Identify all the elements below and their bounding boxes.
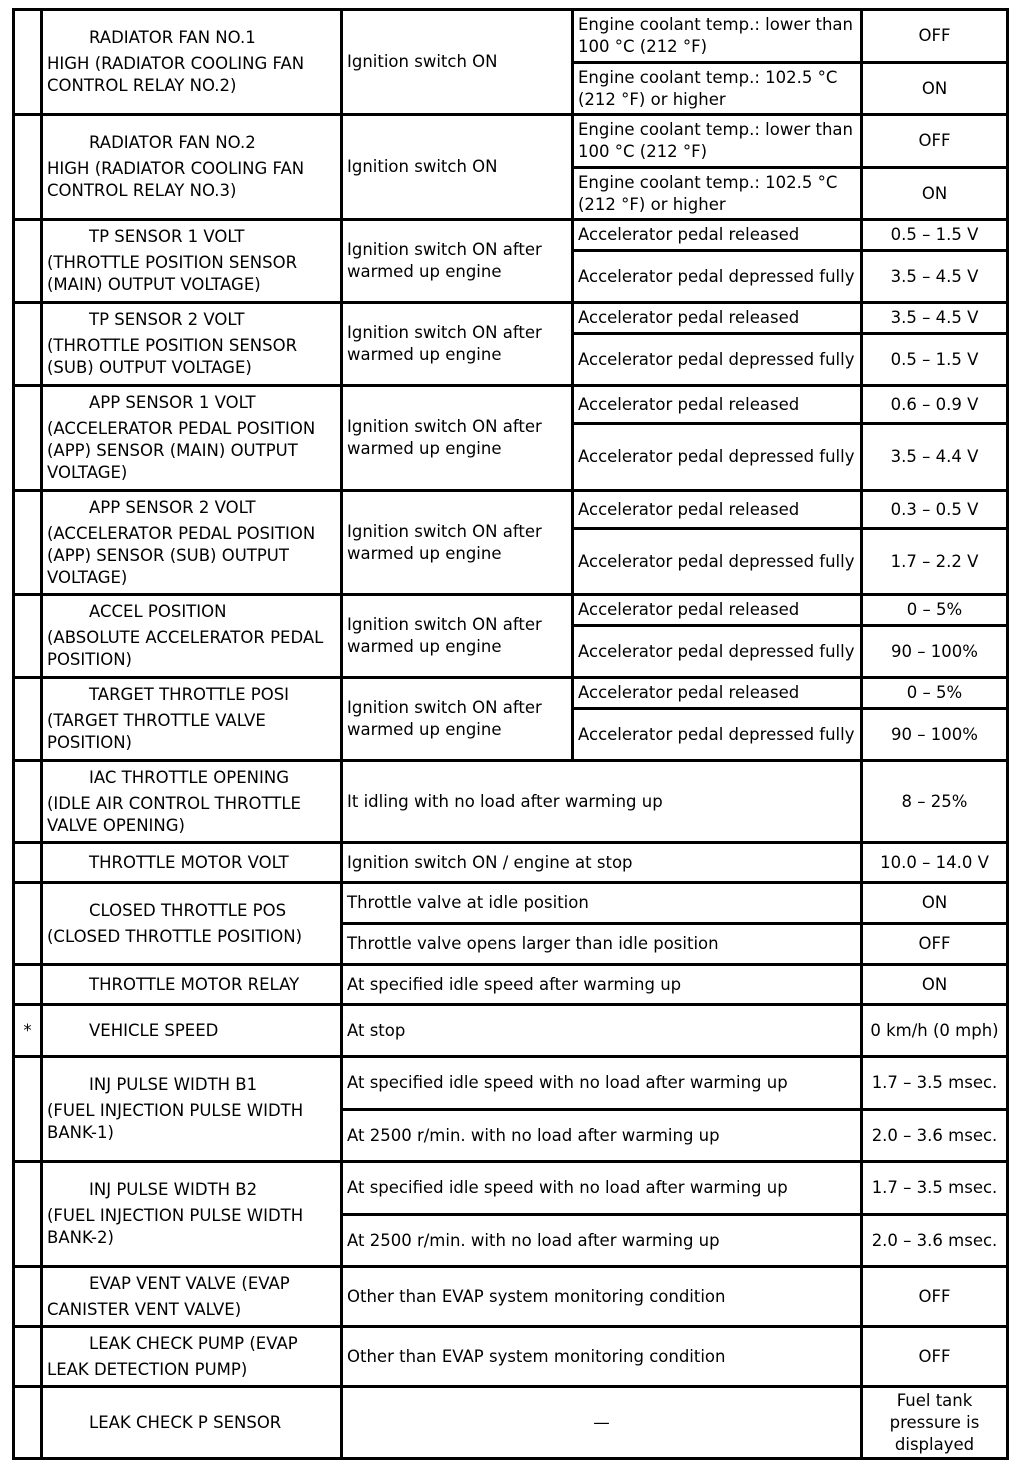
data-list-spec-table [12,8,1009,1460]
item-name: CLOSED THROTTLE POS [89,900,287,920]
item-name: ACCEL POSITION [89,602,227,621]
condition-cell: Ignition switch ON after warmed up engine [342,595,573,678]
table-row [14,678,1008,709]
item-name: RADIATOR FAN NO.2 [89,133,256,152]
mark-cell [14,115,42,220]
value-cell: Fuel tank pressure is displayed [862,1387,1008,1459]
item-name: TP SENSOR 1 VOLT [89,227,245,246]
item-cell [42,303,342,386]
item-cell [42,843,342,883]
condition-cell: At stop [342,1005,862,1057]
value-cell: OFF [862,1327,1008,1387]
sub-condition-cell: Engine coolant temp.: lower than 100 °C (212 °F) [573,115,862,168]
mark-cell [14,1327,42,1387]
value-cell: OFF [862,1267,1008,1327]
item-cell [42,1327,342,1387]
value-cell: 0.5 – 1.5 V [862,220,1008,251]
item-cell [42,595,342,678]
item-cell [42,491,342,595]
table-row [14,303,1008,334]
item-desc: (TARGET THROTTLE VALVE POSITION) [47,711,266,752]
sub-condition-cell: Accelerator pedal depressed fully [573,529,862,595]
sub-condition-cell: Accelerator pedal depressed fully [573,709,862,761]
condition-cell: Other than EVAP system monitoring condition [342,1267,862,1327]
item-name: INJ PULSE WIDTH B2 [89,1180,258,1199]
sub-condition-cell: Accelerator pedal released [573,491,862,529]
item-cell [42,883,342,965]
sub-condition-cell: Engine coolant temp.: 102.5 °C (212 °F) or higher [573,168,862,220]
sub-condition-cell: Engine coolant temp.: lower than 100 °C (212 °F) [573,10,862,63]
table-row [14,1162,1008,1215]
item-cell [42,115,342,220]
item-name: VEHICLE SPEED [89,1020,219,1040]
table-row [14,883,1008,924]
value-cell: 3.5 – 4.4 V [862,424,1008,491]
item-cell [42,386,342,491]
condition-cell: Other than EVAP system monitoring condition [342,1327,862,1387]
item-desc: (FUEL INJECTION PULSE WIDTH BANK-1) [47,1101,304,1142]
condition-cell: At specified idle speed with no load after warming up [342,1162,862,1215]
sub-condition-cell: Accelerator pedal depressed fully [573,251,862,303]
item-cell [42,220,342,303]
sub-condition-cell: Accelerator pedal depressed fully [573,424,862,491]
condition-cell: Ignition switch ON after warmed up engine [342,303,573,386]
item-name: TP SENSOR 2 VOLT [89,310,245,329]
mark-cell [14,1162,42,1267]
value-cell: 8 – 25% [862,761,1008,843]
sub-condition-cell: Accelerator pedal released [573,220,862,251]
condition-cell: Ignition switch ON / engine at stop [342,843,862,883]
table-row [14,1005,1008,1057]
table-row [14,491,1008,529]
table-row [14,965,1008,1005]
item-name: LEAK CHECK PUMP (EVAP [89,1333,298,1353]
item-name: TARGET THROTTLE POSI [89,685,290,704]
sub-condition-cell: Accelerator pedal released [573,678,862,709]
condition-cell: Throttle valve opens larger than idle position [342,924,862,965]
item-cell [42,1005,342,1057]
condition-cell: Ignition switch ON after warmed up engine [342,678,573,761]
sub-condition-cell: Accelerator pedal depressed fully [573,334,862,386]
item-name: APP SENSOR 2 VOLT [89,497,256,517]
value-cell: ON [862,883,1008,924]
mark-cell [14,883,42,965]
condition-cell: At specified idle speed with no load after warming up [342,1057,862,1110]
value-cell: 1.7 – 3.5 msec. [862,1057,1008,1110]
table-row [14,761,1008,843]
item-cell [42,1387,342,1459]
table-row [14,386,1008,424]
value-cell: ON [862,965,1008,1005]
item-name: LEAK CHECK P SENSOR [89,1412,282,1432]
table-row [14,1267,1008,1327]
value-cell: OFF [862,924,1008,965]
table-row [14,1327,1008,1387]
item-desc: (IDLE AIR CONTROL THROTTLE VALVE OPENING) [47,793,301,835]
item-cell [42,1162,342,1267]
mark-cell [14,1057,42,1162]
value-cell: ON [862,63,1008,115]
value-cell: 0 – 5% [862,595,1008,626]
value-cell: 3.5 – 4.5 V [862,303,1008,334]
table-row [14,595,1008,626]
condition-cell: Throttle valve at idle position [342,883,862,924]
value-cell: 0 km/h (0 mph) [862,1005,1008,1057]
item-cell [42,10,342,115]
item-desc: CANISTER VENT VALVE) [47,1299,242,1319]
sub-condition-cell: Engine coolant temp.: 102.5 °C (212 °F) or higher [573,63,862,115]
table-row [14,115,1008,168]
item-cell [42,1057,342,1162]
value-cell: 0.6 – 0.9 V [862,386,1008,424]
item-name: THROTTLE MOTOR RELAY [89,974,300,994]
mark-cell: * [14,1005,42,1057]
mark-cell [14,761,42,843]
sub-condition-cell: Accelerator pedal released [573,595,862,626]
table-row [14,1387,1008,1459]
item-desc: HIGH (RADIATOR COOLING FAN CONTROL RELAY NO.2) [47,54,305,95]
mark-cell [14,220,42,303]
value-cell: 10.0 – 14.0 V [862,843,1008,883]
condition-cell: Ignition switch ON after warmed up engine [342,386,573,491]
condition-cell: Ignition switch ON [342,10,573,115]
mark-cell [14,303,42,386]
value-cell: 3.5 – 4.5 V [862,251,1008,303]
mark-cell [14,386,42,491]
table-row [14,1057,1008,1110]
mark-cell [14,965,42,1005]
value-cell: 2.0 – 3.6 msec. [862,1215,1008,1267]
item-desc: (THROTTLE POSITION SENSOR (SUB) OUTPUT VOLTAGE) [47,336,298,377]
condition-cell: At specified idle speed after warming up [342,965,862,1005]
table-row [14,843,1008,883]
mark-cell [14,678,42,761]
item-desc: HIGH (RADIATOR COOLING FAN CONTROL RELAY NO.3) [47,159,305,200]
value-cell: 90 – 100% [862,709,1008,761]
mark-cell [14,843,42,883]
item-desc: (ACCELERATOR PEDAL POSITION (APP) SENSOR (SUB) OUTPUT VOLTAGE) [47,523,316,587]
value-cell: 1.7 – 2.2 V [862,529,1008,595]
item-name: IAC THROTTLE OPENING [89,767,289,787]
sub-condition-cell: Accelerator pedal depressed fully [573,626,862,678]
item-name: THROTTLE MOTOR VOLT [89,852,289,872]
value-cell: 90 – 100% [862,626,1008,678]
sub-condition-cell: Accelerator pedal released [573,386,862,424]
condition-cell: Ignition switch ON after warmed up engine [342,491,573,595]
sub-condition-cell: Accelerator pedal released [573,303,862,334]
item-desc: (ACCELERATOR PEDAL POSITION (APP) SENSOR (MAIN) OUTPUT VOLTAGE) [47,419,316,482]
item-desc: (THROTTLE POSITION SENSOR (MAIN) OUTPUT VOLTAGE) [47,253,298,294]
mark-cell [14,595,42,678]
mark-cell [14,1267,42,1327]
item-desc: (ABSOLUTE ACCELERATOR PEDAL POSITION) [47,628,324,669]
item-name: RADIATOR FAN NO.1 [89,28,256,47]
mark-cell [14,491,42,595]
item-desc: (FUEL INJECTION PULSE WIDTH BANK-2) [47,1206,304,1247]
condition-cell: It idling with no load after warming up [342,761,862,843]
item-desc: LEAK DETECTION PUMP) [47,1359,248,1379]
condition-cell: Ignition switch ON [342,115,573,220]
mark-cell [14,1387,42,1459]
table-row [14,10,1008,63]
value-cell: ON [862,168,1008,220]
value-cell: 2.0 – 3.6 msec. [862,1110,1008,1162]
condition-cell: Ignition switch ON after warmed up engine [342,220,573,303]
item-cell [42,761,342,843]
value-cell: OFF [862,115,1008,168]
condition-cell: — [342,1387,862,1459]
item-cell [42,678,342,761]
mark-cell [14,10,42,115]
item-cell [42,965,342,1005]
item-name: INJ PULSE WIDTH B1 [89,1075,258,1094]
condition-cell: At 2500 r/min. with no load after warming up [342,1215,862,1267]
item-desc: (CLOSED THROTTLE POSITION) [47,926,303,946]
value-cell: 0.3 – 0.5 V [862,491,1008,529]
value-cell: 0 – 5% [862,678,1008,709]
value-cell: OFF [862,10,1008,63]
condition-cell: At 2500 r/min. with no load after warming up [342,1110,862,1162]
table-row [14,220,1008,251]
item-name: APP SENSOR 1 VOLT [89,393,256,412]
item-cell [42,1267,342,1327]
item-name: EVAP VENT VALVE (EVAP [89,1273,290,1293]
value-cell: 1.7 – 3.5 msec. [862,1162,1008,1215]
value-cell: 0.5 – 1.5 V [862,334,1008,386]
